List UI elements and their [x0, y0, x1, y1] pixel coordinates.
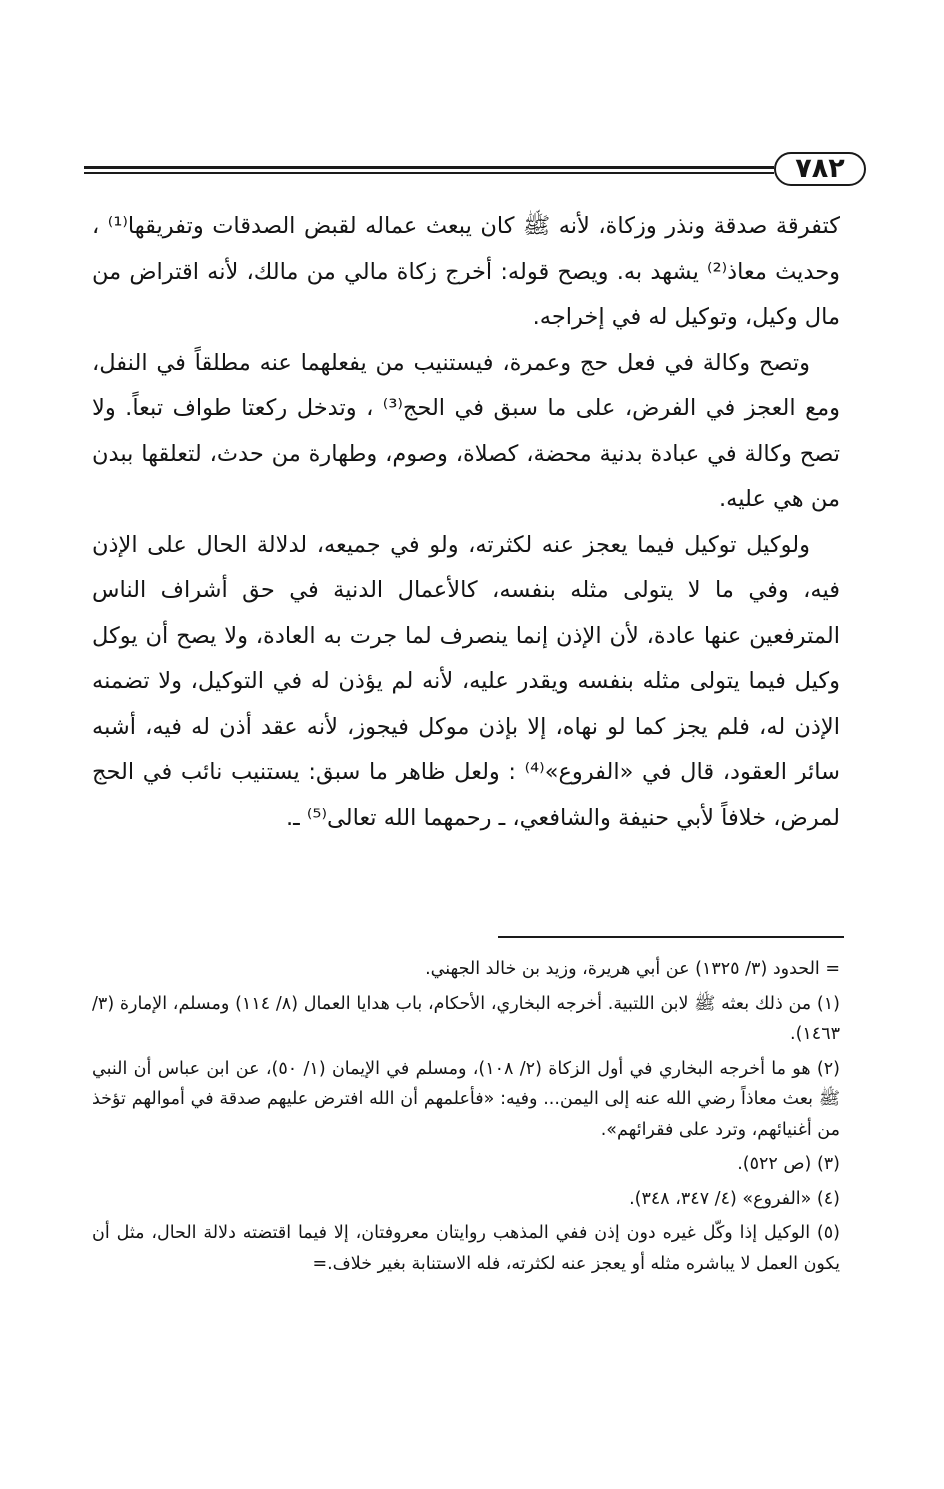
- main-body-text: [92, 204, 840, 841]
- footnote-2: (٢) هو ما أخرجه البخاري في أول الزكاة (٢/ ١٠٨)، ومسلم في الإيمان (١/ ٥٠)، عن ابن عباس أن النبي ﷺ بعث معاذاً رضي الله عنه إلى اليمن... وفيه: «فأعلمهم أن الله افترض عليهم صدقة في أموالهم تؤخذ من أغنيائهم، وترد على فقرائهم».: [92, 1058, 840, 1140]
- header-double-rule: [84, 166, 774, 176]
- paragraph-3: ولوكيل توكيل فيما يعجز عنه لكثرته، ولو في جميعه، لدلالة الحال على الإذن فيه، وفي ما لا يتولى مثله بنفسه، كالأعمال الدنية في حق أشراف الناس المترفعين عنها عادة، لأن الإذن إنما ينصرف لما جرت به العادة، ولا يصح أن يوكل وكيل فيما يتولى مثله بنفسه ويقدر عليه، لأنه لم يؤذن له في التوكيل، ولا تضمنه الإذن له، فلم يجز كما لو نهاه، إلا بإذن موكل فيجوز، لأنه عقد أذن له فيه، أشبه سائر العقود، قال في «الفروع»⁽⁴⁾ : ولعل ظاهر ما سبق: يستنيب نائب في الحج لمرض، خلافاً لأبي حنيفة والشافعي، ـ رحمهما الله تعالى⁽⁵⁾ ـ.: [92, 531, 840, 831]
- footnote-3: (٣) (ص ٥٢٢).: [737, 1154, 840, 1174]
- footnote-4: (٤) «الفروع» (٤/ ٣٤٧، ٣٤٨).: [629, 1188, 840, 1209]
- footnote-1: (١) من ذلك بعثه ﷺ لابن اللتبية. أخرجه البخاري، الأحكام، باب هدايا العمال (٨/ ١١٤) ومسلم، الإمارة (٣/ ١٤٦٣).: [92, 993, 840, 1044]
- footnote-5: (٥) الوكيل إذا وكّل غيره دون إذن ففي المذهب روايتان معروفتان، إلا فيما اقتضته دلالة الحال، مثل أن يكون العمل لا يباشره مثله أو يعجز عنه لكثرته، فله الاستنابة بغير خلاف.=: [92, 1223, 840, 1274]
- page-header: [84, 152, 866, 198]
- footnote-continuation: = الحدود (٣/ ١٣٢٥) عن أبي هريرة، وزيد بن خالد الجهني.: [425, 959, 840, 979]
- footnotes-section: [92, 954, 840, 1283]
- header-rule-thin: [84, 172, 774, 174]
- header-rule-thick: [84, 166, 774, 169]
- page-number: ٧٨٢: [774, 152, 866, 186]
- footnote-divider: [498, 936, 844, 938]
- paragraph-2: وتصح وكالة في فعل حج وعمرة، فيستنيب من يفعلهما عنه مطلقاً في النفل، ومع العجز في الفرض، على ما سبق في الحج⁽³⁾ ، وتدخل ركعتا طواف تبعاً. ولا تصح وكالة في عبادة بدنية محضة، كصلاة، وصوم، وطهارة من حدث، لتعلقها ببدن من هي عليه.: [92, 349, 840, 512]
- paragraph-1: كتفرقة صدقة ونذر وزكاة، لأنه ﷺ كان يبعث عماله لقبض الصدقات وتفريقها⁽¹⁾ ، وحديث معاذ⁽²⁾ يشهد به. ويصح قوله: أخرج زكاة مالي من مالك، لأنه اقتراض من مال وكيل، وتوكيل له في إخراجه.: [92, 213, 841, 330]
